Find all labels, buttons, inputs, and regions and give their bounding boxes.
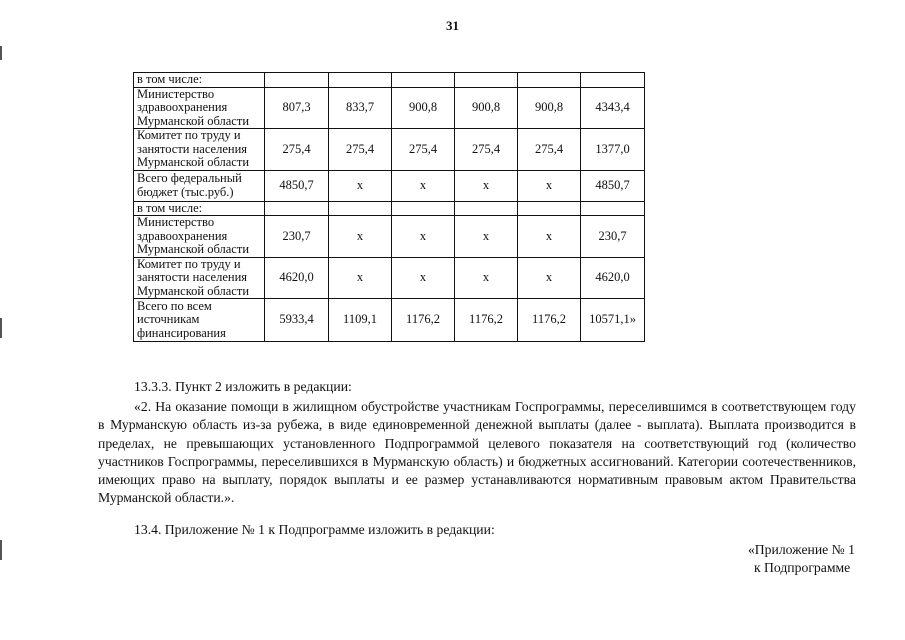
table-cell: х xyxy=(518,257,581,299)
table-cell: х xyxy=(392,170,455,201)
appendix-line-1: «Приложение № 1 xyxy=(747,542,855,557)
table-cell xyxy=(392,73,455,88)
table-cell: 230,7 xyxy=(265,216,329,258)
table-cell: 275,4 xyxy=(265,129,329,171)
table-cell: х xyxy=(518,170,581,201)
page-number: 31 xyxy=(446,18,459,33)
paragraph-2-text: «2. На оказание помощи в жилищном обустройстве участникам Госпрограммы, переселившимся в соответствующем году в Мурманскую область из-за рубежа, в виде единовременной денежной выплаты (далее - выплата). Выплата производится в пределах, не превышающих установленного Подпрограммой целевого показателя на соответствующий год (количество участников Госпрограммы, переселившихся в Мурманскую область) и бюджетных ассигнований. Категории соотечественников, имеющих право на выплату, порядок выплаты и ее размер устанавливаются нормативным правовым актом Правительства Мурманской области.». xyxy=(98,399,856,506)
scan-edge-mark xyxy=(0,46,2,60)
table-cell: 5933,4 xyxy=(265,299,329,342)
table-cell xyxy=(581,73,645,88)
table-cell: 1176,2 xyxy=(455,299,518,342)
appendix-line-2: к Подпрограмме xyxy=(753,560,851,575)
table-cell: х xyxy=(455,216,518,258)
table-cell: 4620,0 xyxy=(581,257,645,299)
table-row xyxy=(134,170,645,201)
table-cell: 230,7 xyxy=(581,216,645,258)
table-cell: х xyxy=(329,170,392,201)
table-cell: 4343,4 xyxy=(581,87,645,129)
table-cell: х xyxy=(329,216,392,258)
section-heading-13-3-3: 13.3.3. Пункт 2 изложить в редакции: xyxy=(134,379,352,394)
table-body xyxy=(134,73,645,342)
table-row xyxy=(134,73,645,88)
table-cell: 1176,2 xyxy=(518,299,581,342)
table-cell: х xyxy=(329,257,392,299)
row-label: Комитет по труду и занятости населения Мурманской области xyxy=(134,129,265,171)
table-cell xyxy=(455,73,518,88)
row-label: Всего федеральный бюджет (тыс.руб.) xyxy=(134,170,265,201)
scan-edge-mark xyxy=(0,540,2,560)
table-cell: 900,8 xyxy=(455,87,518,129)
financing-table xyxy=(133,72,645,342)
row-label: Комитет по труду и занятости населения Мурманской области xyxy=(134,257,265,299)
table-cell: 4850,7 xyxy=(581,170,645,201)
table-row xyxy=(134,201,645,216)
row-label: в том числе: xyxy=(134,201,265,216)
table-cell: 900,8 xyxy=(392,87,455,129)
table-cell xyxy=(581,201,645,216)
table-cell: 275,4 xyxy=(455,129,518,171)
table-cell: х xyxy=(455,257,518,299)
table-cell xyxy=(392,201,455,216)
table-cell: 833,7 xyxy=(329,87,392,129)
table-row xyxy=(134,129,645,171)
table-cell xyxy=(265,73,329,88)
table-cell: 900,8 xyxy=(518,87,581,129)
table-cell: 807,3 xyxy=(265,87,329,129)
section-heading-13-4: 13.4. Приложение № 1 к Подпрограмме изложить в редакции: xyxy=(134,522,495,537)
table-cell: 275,4 xyxy=(518,129,581,171)
table-cell: 275,4 xyxy=(329,129,392,171)
row-label: Всего по всем источникам финансирования xyxy=(134,299,265,342)
row-label: Министерство здравоохранения Мурманской области xyxy=(134,216,265,258)
table-cell: х xyxy=(392,216,455,258)
table-cell: х xyxy=(518,216,581,258)
table-cell xyxy=(329,73,392,88)
table-cell: 1377,0 xyxy=(581,129,645,171)
table-cell: 10571,1» xyxy=(581,299,645,342)
table-cell: 1109,1 xyxy=(329,299,392,342)
table-row xyxy=(134,257,645,299)
table-row xyxy=(134,216,645,258)
table-cell: 4620,0 xyxy=(265,257,329,299)
table-cell xyxy=(518,201,581,216)
table-cell xyxy=(518,73,581,88)
table-cell xyxy=(265,201,329,216)
table-row xyxy=(134,87,645,129)
table-cell xyxy=(455,201,518,216)
row-label: Министерство здравоохранения Мурманской области xyxy=(134,87,265,129)
table-cell: 4850,7 xyxy=(265,170,329,201)
table-cell: 1176,2 xyxy=(392,299,455,342)
table-cell: х xyxy=(392,257,455,299)
appendix-reference xyxy=(748,541,855,577)
scan-edge-mark xyxy=(0,318,2,338)
table-cell: х xyxy=(455,170,518,201)
row-label: в том числе: xyxy=(134,73,265,88)
table-row xyxy=(134,299,645,342)
table-cell: 275,4 xyxy=(392,129,455,171)
table-cell xyxy=(329,201,392,216)
